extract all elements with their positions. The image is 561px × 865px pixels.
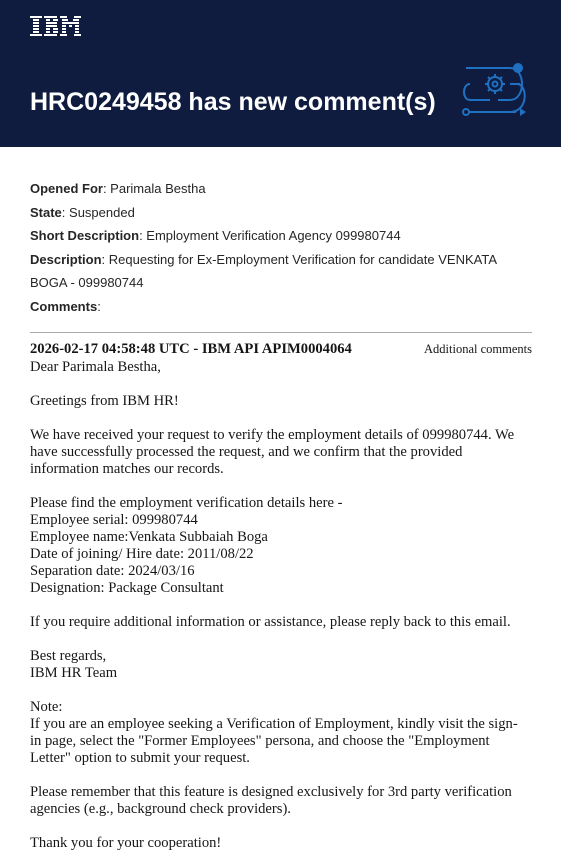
comment-type: Additional comments [424,342,532,356]
field-description-cont: BOGA - 099980744 [30,275,144,290]
comment-author: 2026-02-17 04:58:48 UTC - IBM API APIM0004064 [30,341,352,357]
designation: Designation: Package Consultant [30,580,224,596]
note-line: Letter" option to submit your request. [30,750,250,766]
field-description: Description: Requesting for Ex-Employment Verification for candidate VENKATA [30,251,497,267]
paragraph-line: have successfully processed the request, and we confirm that the provided [30,444,463,460]
separation-date: Separation date: 2024/03/16 [30,563,195,579]
hire-date: Date of joining/ Hire date: 2011/08/22 [30,546,254,562]
paragraph-line: information matches our records. [30,461,224,477]
comment-entry [30,340,532,852]
intro: Greetings from IBM HR! [30,393,179,409]
thanks: Thank you for your cooperation! [30,835,222,851]
ibm-logo-icon [30,14,82,38]
remember-line: Please remember that this feature is designed exclusively for 3rd party verification [30,784,512,800]
field-state: State: Suspended [30,204,135,220]
assistance-text: If you require additional information or assistance, please reply back to this email. [30,614,511,630]
divider [30,332,532,333]
field-short-description: Short Description: Employment Verification Agency 099980744 [30,228,401,243]
greeting: Dear Parimala Bestha, [30,359,161,375]
email-title: HRC0249458 has new comment(s) [30,88,436,116]
comment-header [30,341,532,359]
email-header [0,0,561,147]
details-intro: Please find the employment verification details here - [30,495,343,511]
workflow-gear-icon [458,56,532,122]
field-opened-for: Opened For: Parimala Bestha [30,181,206,196]
paragraph-line: We have received your request to verify the employment details of 099980744. We [30,427,515,443]
note-line: in page, select the "Former Employees" persona, and choose the "Employment [30,733,490,749]
field-comments: Comments: [30,298,101,314]
ticket-details [30,177,535,318]
employee-name: Employee name:Venkata Subbaiah Boga [30,529,268,545]
employee-serial: Employee serial: 099980744 [30,512,198,528]
remember-line: agencies (e.g., background check providers). [30,801,291,817]
note-label: Note: [30,699,63,715]
regards: Best regards, [30,648,107,664]
signature: IBM HR Team [30,665,118,681]
note-line: If you are an employee seeking a Verification of Employment, kindly visit the sign- [30,716,518,732]
